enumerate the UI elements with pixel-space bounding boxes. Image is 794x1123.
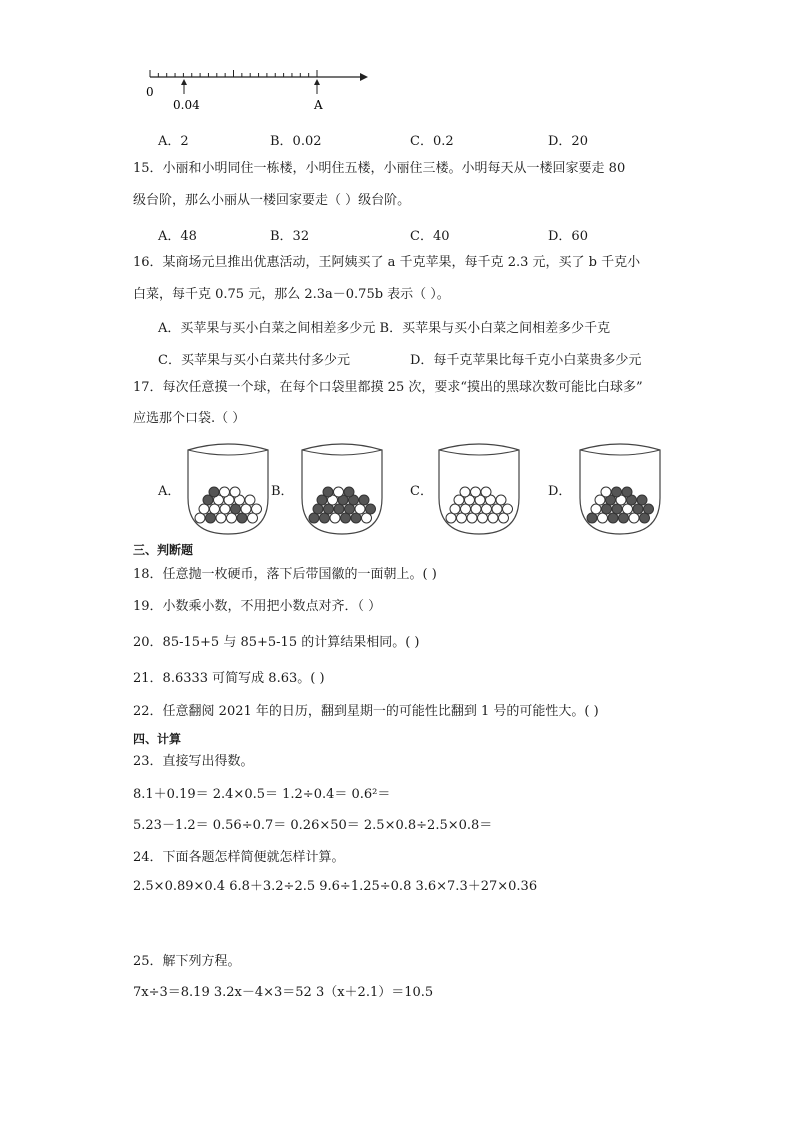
number-line-figure [132, 64, 392, 114]
bag-rim [188, 450, 268, 455]
black-ball [351, 513, 361, 523]
q21-text: 21．8.6333 可简写成 8.63。( ) [133, 671, 325, 686]
black-ball [637, 495, 647, 505]
black-ball [324, 504, 334, 514]
black-ball [237, 513, 247, 523]
white-ball [496, 495, 506, 505]
q16-option-d[interactable]: D．每千克苹果比每千克小白菜贵多少元 [410, 353, 642, 368]
black-ball [587, 513, 597, 523]
q14-option-b[interactable]: B．0.02 [270, 134, 322, 149]
q15-text-line1: 15．小丽和小明同住一栋楼，小明住五楼，小丽住三楼。小明每天从一楼回家要走 80 [133, 161, 626, 176]
section-3-heading: 三、判断题 [133, 543, 194, 557]
white-ball [210, 504, 220, 514]
black-ball [341, 513, 351, 523]
white-ball [230, 487, 240, 497]
black-ball [612, 487, 622, 497]
white-ball [481, 487, 491, 497]
black-ball [309, 513, 319, 523]
arrow-to-A-head [314, 79, 320, 85]
q16-text-line1: 16．某商场元旦推出优惠活动，王阿姨买了 a 千克苹果，每千克 2.3 元，买了 b 千克小 [133, 255, 641, 270]
black-ball [334, 504, 344, 514]
white-ball [471, 487, 481, 497]
white-ball [623, 504, 633, 514]
q24-row: 2.5×0.89×0.4 6.8＋3.2÷2.5 9.6÷1.25÷0.8 3.6×7.3＋27×0.36 [133, 879, 538, 894]
q15-option-c[interactable]: C．40 [410, 229, 450, 244]
black-ball [640, 513, 650, 523]
white-ball [471, 504, 481, 514]
white-ball [334, 487, 344, 497]
q25-row: 7x÷3＝8.19 3.2x－4×3＝52 3（x＋2.1）＝10.5 [133, 985, 434, 1000]
q19-text: 19．小数乘小数，不用把小数点对齐．（ ） [133, 599, 382, 614]
white-ball [503, 504, 513, 514]
white-ball [591, 504, 601, 514]
bag-rim [580, 450, 660, 455]
q18-text: 18．任意抛一枚硬币，落下后带国徽的一面朝上。( ) [133, 567, 437, 582]
black-ball [344, 487, 354, 497]
number-line-zero-label: 0 [146, 85, 154, 99]
white-ball [248, 513, 258, 523]
black-ball [644, 504, 654, 514]
number-line-ticks [150, 70, 317, 77]
white-ball [227, 513, 237, 523]
white-ball [355, 504, 365, 514]
bag-rim [302, 450, 382, 455]
q22-text: 22．任意翻阅 2021 年的日历，翻到星期一的可能性比翻到 1 号的可能性大。( ) [133, 704, 599, 719]
section-4-heading: 四、计算 [133, 732, 182, 746]
black-ball [209, 487, 219, 497]
q16-option-ab[interactable]: A．买苹果与买小白菜之间相差多少元 B．买苹果与买小白菜之间相差多少千克 [158, 321, 611, 336]
white-ball [252, 504, 262, 514]
black-ball [206, 513, 216, 523]
white-ball [598, 513, 608, 523]
white-ball [478, 513, 488, 523]
bag-rim [439, 450, 519, 455]
white-ball [199, 504, 209, 514]
q23-title: 23．直接写出得数。 [133, 754, 254, 769]
black-ball [633, 504, 643, 514]
q17-text-line1: 17．每次任意摸一个球，在每个口袋里都摸 25 次，要求“摸出的黑球次数可能比白球多” [133, 380, 643, 395]
q16-option-c[interactable]: C．买苹果与买小白菜共付多少元 [158, 353, 350, 368]
white-ball [467, 513, 477, 523]
black-ball [359, 495, 369, 505]
number-line-A-label: A [314, 98, 323, 112]
bag-b-image[interactable] [296, 438, 388, 538]
q15-option-a[interactable]: A．48 [158, 229, 197, 244]
white-ball [601, 487, 611, 497]
q25-title: 25．解下列方程。 [133, 954, 241, 969]
white-ball [245, 495, 255, 505]
white-ball [629, 513, 639, 523]
white-ball [457, 513, 467, 523]
black-ball [622, 487, 632, 497]
white-ball [460, 487, 470, 497]
white-ball [216, 513, 226, 523]
black-ball [608, 513, 618, 523]
bag-a-image[interactable] [182, 438, 274, 538]
white-ball [482, 504, 492, 514]
black-ball [313, 504, 323, 514]
q17-option-b-label[interactable]: B． [271, 484, 294, 499]
q17-text-line2: 应选那个口袋.（ ） [133, 411, 246, 426]
black-ball [366, 504, 376, 514]
black-ball [345, 504, 355, 514]
black-ball [612, 504, 622, 514]
bag-c-image[interactable] [433, 438, 525, 538]
black-ball [231, 504, 241, 514]
white-ball [362, 513, 372, 523]
q14-option-c[interactable]: C．0.2 [410, 134, 454, 149]
q17-option-d-label[interactable]: D． [548, 484, 572, 499]
bag-d-image[interactable] [574, 438, 666, 538]
white-ball [499, 513, 509, 523]
q24-title: 24．下面各题怎样简便就怎样计算。 [133, 850, 345, 865]
black-ball [320, 513, 330, 523]
black-ball [323, 487, 333, 497]
white-ball [195, 513, 205, 523]
q15-option-b[interactable]: B．32 [270, 229, 310, 244]
white-ball [330, 513, 340, 523]
q15-option-d[interactable]: D．60 [548, 229, 588, 244]
white-ball [461, 504, 471, 514]
number-line-arrowhead [360, 73, 368, 81]
arrow-to-004-head [181, 79, 187, 85]
q17-option-a-label[interactable]: A． [158, 484, 181, 499]
q20-text: 20．85-15+5 与 85+5-15 的计算结果相同。( ) [133, 635, 420, 650]
q14-option-a[interactable]: A．2 [158, 134, 189, 149]
q15-text-line2: 级台阶，那么小丽从一楼回家要走（ ）级台阶。 [133, 193, 411, 208]
white-ball [450, 504, 460, 514]
white-ball [446, 513, 456, 523]
q14-option-d[interactable]: D．20 [548, 134, 588, 149]
black-ball [602, 504, 612, 514]
number-line-004-label: 0.04 [173, 98, 200, 112]
black-ball [619, 513, 629, 523]
q16-text-line2: 白菜，每千克 0.75 元，那么 2.3a－0.75b 表示（ ）。 [133, 287, 450, 302]
q23-row1: 8.1＋0.19＝ 2.4×0.5＝ 1.2÷0.4＝ 0.6²＝ [133, 787, 391, 802]
white-ball [220, 504, 230, 514]
white-ball [241, 504, 251, 514]
white-ball [220, 487, 230, 497]
q17-option-c-label[interactable]: C． [410, 484, 433, 499]
white-ball [492, 504, 502, 514]
q23-row2: 5.23－1.2＝ 0.56÷0.7＝ 0.26×50＝ 2.5×0.8÷2.5×0.8＝ [133, 818, 493, 833]
white-ball [488, 513, 498, 523]
